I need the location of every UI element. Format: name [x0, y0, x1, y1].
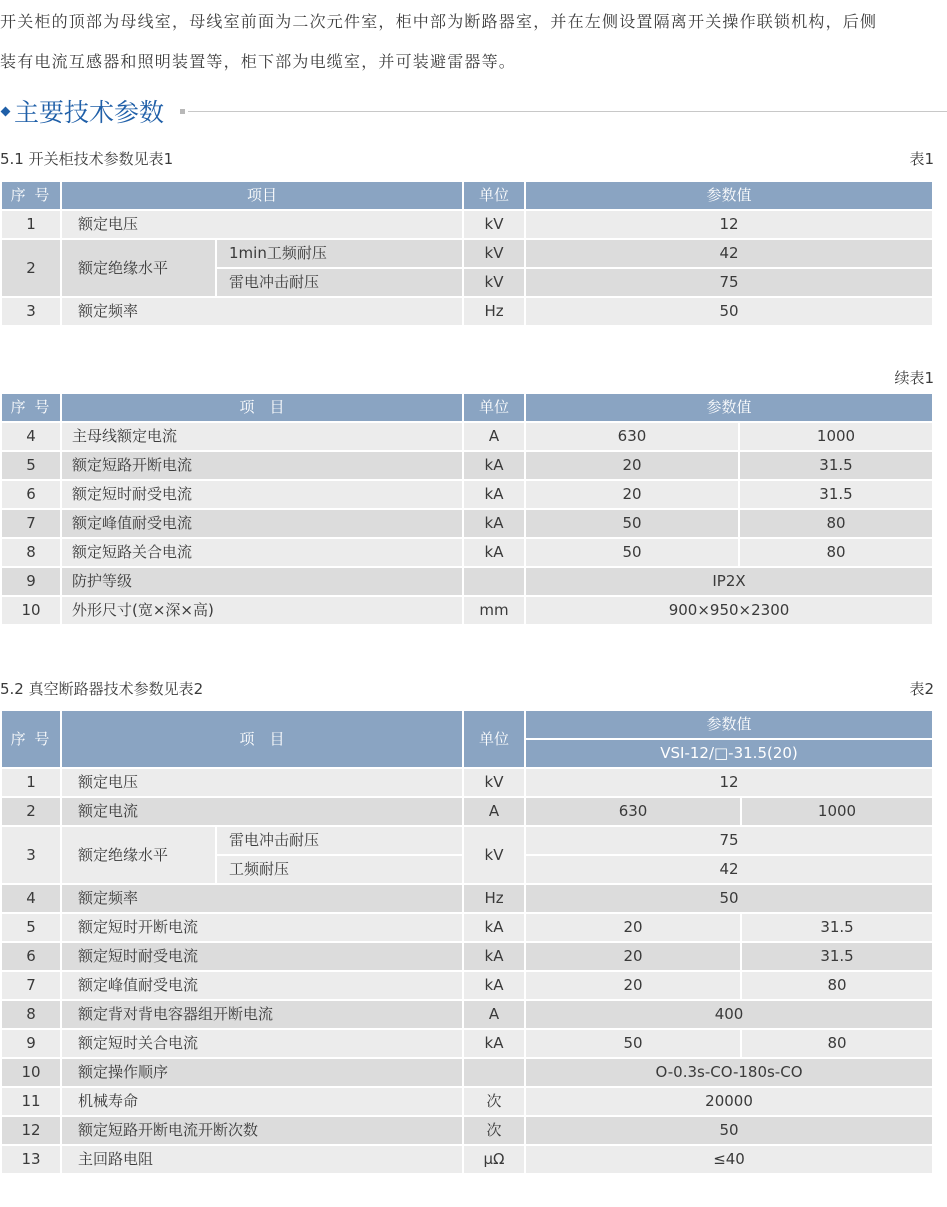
cell-value-1: 50 — [525, 509, 739, 538]
table2-caption: 5.2 真空断路器技术参数见表2 — [0, 680, 204, 698]
cell-value-2: 80 — [741, 1029, 933, 1058]
cell-unit: μΩ — [463, 1145, 525, 1174]
cell-value: ≤40 — [525, 1145, 933, 1174]
cell-item: 额定短时开断电流 — [61, 913, 463, 942]
table-row — [1, 1029, 933, 1058]
cell-unit: A — [463, 797, 525, 826]
cell-unit: kA — [463, 942, 525, 971]
cell-value-2: 31.5 — [741, 913, 933, 942]
header-item: 项目 — [61, 181, 463, 210]
cell-unit: 次 — [463, 1087, 525, 1116]
cell-item: 额定短时耐受电流 — [61, 942, 463, 971]
cell-item: 机械寿命 — [61, 1087, 463, 1116]
cell-unit: Hz — [463, 884, 525, 913]
cell-no: 7 — [1, 509, 61, 538]
cell-unit: kA — [463, 509, 525, 538]
table-row — [1, 538, 933, 567]
table-row — [1, 1000, 933, 1029]
cell-unit: 次 — [463, 1116, 525, 1145]
cell-item: 额定短路关合电流 — [61, 538, 463, 567]
cell-item: 主母线额定电流 — [61, 422, 463, 451]
cell-value-1: 50 — [525, 1029, 741, 1058]
cell-no: 4 — [1, 884, 61, 913]
table-row — [1, 884, 933, 913]
cell-value: 900×950×2300 — [525, 596, 933, 625]
cell-value-1: 630 — [525, 422, 739, 451]
cell-value: IP2X — [525, 567, 933, 596]
intro-line-1: 开关柜的顶部为母线室，母线室前面为二次元件室，柜中部为断路器室，并在左侧设置隔离开关操作联锁机构，后侧 — [0, 12, 878, 31]
cell-value-2: 1000 — [741, 797, 933, 826]
cell-value: O-0.3s-CO-180s-CO — [525, 1058, 933, 1087]
cell-unit: kV — [463, 210, 525, 239]
cell-no: 2 — [1, 797, 61, 826]
cell-item: 额定电流 — [61, 797, 463, 826]
table2-header-row — [1, 710, 933, 739]
cell-no: 5 — [1, 913, 61, 942]
cell-subitem: 雷电冲击耐压 — [216, 826, 463, 855]
cell-no: 10 — [1, 596, 61, 625]
cell-no: 13 — [1, 1145, 61, 1174]
cell-item: 额定短路开断电流 — [61, 451, 463, 480]
cell-value: 75 — [525, 268, 933, 297]
table-row — [1, 422, 933, 451]
cell-item: 防护等级 — [61, 567, 463, 596]
header-value: 参数值 — [525, 181, 933, 210]
cell-value: 12 — [525, 210, 933, 239]
cell-unit: kV — [463, 768, 525, 797]
cell-item: 额定操作顺序 — [61, 1058, 463, 1087]
cell-value-2: 31.5 — [739, 480, 933, 509]
cell-item: 额定频率 — [61, 884, 463, 913]
cell-value: 400 — [525, 1000, 933, 1029]
cell-no: 2 — [1, 239, 61, 297]
cell-value: 20000 — [525, 1087, 933, 1116]
header-value: 参数值 — [525, 710, 933, 739]
header-no: 序 号 — [1, 181, 61, 210]
cell-value-1: 20 — [525, 971, 741, 1000]
cell-item: 额定峰值耐受电流 — [61, 509, 463, 538]
cell-item: 外形尺寸(宽×深×高) — [61, 596, 463, 625]
cell-value-1: 50 — [525, 538, 739, 567]
cell-subitem: 工频耐压 — [216, 855, 463, 884]
table-row — [1, 451, 933, 480]
table-row — [1, 210, 933, 239]
cell-item: 额定绝缘水平 — [61, 239, 216, 297]
cell-no: 8 — [1, 1000, 61, 1029]
cell-subitem: 1min工频耐压 — [216, 239, 463, 268]
cell-no: 4 — [1, 422, 61, 451]
header-no: 序 号 — [1, 393, 61, 422]
table-row — [1, 239, 933, 268]
cell-unit: Hz — [463, 297, 525, 326]
table1b-header-row — [1, 393, 933, 422]
cell-value-2: 80 — [739, 509, 933, 538]
cell-unit: kA — [463, 451, 525, 480]
cell-no: 5 — [1, 451, 61, 480]
header-item: 项 目 — [61, 710, 463, 768]
cell-item: 额定短时耐受电流 — [61, 480, 463, 509]
header-no: 序 号 — [1, 710, 61, 768]
cell-value-2: 31.5 — [739, 451, 933, 480]
cell-value-1: 20 — [525, 913, 741, 942]
cell-value: 50 — [525, 884, 933, 913]
section-title: 主要技术参数 — [14, 98, 165, 127]
cell-no: 10 — [1, 1058, 61, 1087]
table-row — [1, 1145, 933, 1174]
cell-no: 9 — [1, 567, 61, 596]
cell-value-1: 20 — [525, 942, 741, 971]
cell-no: 11 — [1, 1087, 61, 1116]
table2-caption-row — [0, 678, 934, 700]
table1b-tag: 续表1 — [894, 369, 934, 387]
square-marker-icon — [180, 109, 185, 114]
cell-no: 6 — [1, 480, 61, 509]
cell-value-1: 20 — [525, 480, 739, 509]
cell-value-1: 630 — [525, 797, 741, 826]
cell-unit: A — [463, 422, 525, 451]
table1-caption-row — [0, 148, 934, 170]
table-row — [1, 567, 933, 596]
cell-item: 额定背对背电容器组开断电流 — [61, 1000, 463, 1029]
table-row — [1, 1058, 933, 1087]
cell-unit: kA — [463, 538, 525, 567]
cell-unit: kA — [463, 1029, 525, 1058]
cell-value-2: 80 — [739, 538, 933, 567]
header-unit: 单位 — [463, 181, 525, 210]
cell-no: 6 — [1, 942, 61, 971]
intro-paragraph — [0, 2, 947, 82]
cell-unit — [463, 567, 525, 596]
cell-unit: kV — [463, 826, 525, 884]
cell-unit: kV — [463, 239, 525, 268]
cell-value-2: 31.5 — [741, 942, 933, 971]
section-heading — [0, 96, 947, 132]
cell-no: 3 — [1, 297, 61, 326]
cell-no: 7 — [1, 971, 61, 1000]
cell-value-2: 1000 — [739, 422, 933, 451]
table1b-caption-row — [0, 367, 934, 389]
cell-item: 额定绝缘水平 — [61, 826, 216, 884]
cell-unit: mm — [463, 596, 525, 625]
intro-line-2: 装有电流互感器和照明装置等，柜下部为电缆室，并可装避雷器等。 — [0, 52, 517, 71]
table2 — [0, 709, 934, 1175]
cell-value-1: 20 — [525, 451, 739, 480]
cell-value: 42 — [525, 855, 933, 884]
cell-no: 12 — [1, 1116, 61, 1145]
cell-item: 额定电压 — [61, 768, 463, 797]
table1 — [0, 180, 934, 327]
cell-unit: A — [463, 1000, 525, 1029]
table-row — [1, 768, 933, 797]
cell-item: 额定频率 — [61, 297, 463, 326]
header-value: 参数值 — [525, 393, 933, 422]
cell-no: 8 — [1, 538, 61, 567]
cell-value: 75 — [525, 826, 933, 855]
cell-item: 额定电压 — [61, 210, 463, 239]
cell-subitem: 雷电冲击耐压 — [216, 268, 463, 297]
table-row — [1, 797, 933, 826]
cell-item: 额定短时关合电流 — [61, 1029, 463, 1058]
table-row — [1, 297, 933, 326]
cell-value: 50 — [525, 297, 933, 326]
cell-item: 额定峰值耐受电流 — [61, 971, 463, 1000]
table-row — [1, 480, 933, 509]
cell-no: 9 — [1, 1029, 61, 1058]
table1-header-row — [1, 181, 933, 210]
table-row — [1, 971, 933, 1000]
cell-no: 3 — [1, 826, 61, 884]
cell-unit: kA — [463, 480, 525, 509]
table2-tag: 表2 — [909, 680, 934, 698]
diamond-bullet-icon — [1, 107, 11, 117]
cell-value: 42 — [525, 239, 933, 268]
cell-item: 额定短路开断电流开断次数 — [61, 1116, 463, 1145]
table-row — [1, 1116, 933, 1145]
table1-continued — [0, 392, 934, 626]
cell-unit: kV — [463, 268, 525, 297]
header-model: VSI-12/□-31.5(20) — [525, 739, 933, 768]
header-unit: 单位 — [463, 393, 525, 422]
table-row — [1, 826, 933, 855]
table-row — [1, 913, 933, 942]
cell-no: 1 — [1, 768, 61, 797]
table-row — [1, 596, 933, 625]
heading-divider — [188, 111, 947, 112]
cell-unit — [463, 1058, 525, 1087]
table-row — [1, 509, 933, 538]
cell-no: 1 — [1, 210, 61, 239]
header-unit: 单位 — [463, 710, 525, 768]
cell-unit: kA — [463, 913, 525, 942]
cell-item: 主回路电阻 — [61, 1145, 463, 1174]
cell-value-2: 80 — [741, 971, 933, 1000]
header-item: 项 目 — [61, 393, 463, 422]
table1-caption: 5.1 开关柜技术参数见表1 — [0, 150, 174, 168]
cell-unit: kA — [463, 971, 525, 1000]
cell-value: 12 — [525, 768, 933, 797]
table-row — [1, 1087, 933, 1116]
cell-value: 50 — [525, 1116, 933, 1145]
table1-tag: 表1 — [909, 150, 934, 168]
table-row — [1, 942, 933, 971]
